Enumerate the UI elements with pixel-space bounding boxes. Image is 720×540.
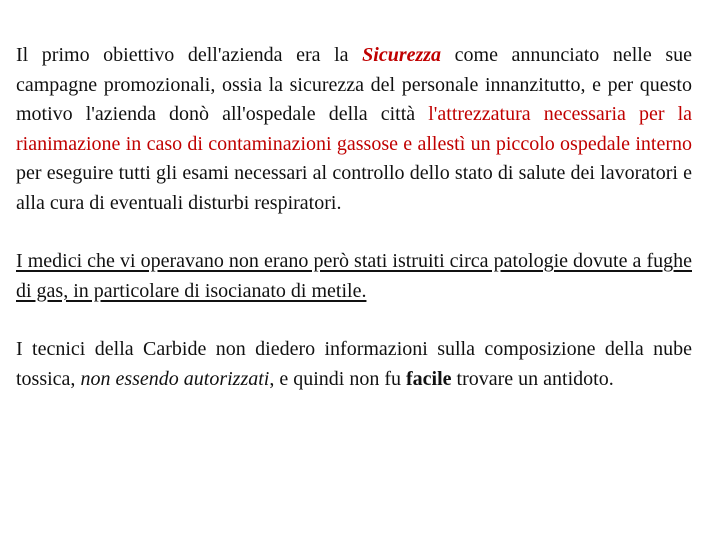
highlighted-equipment-text: l'attrezzatura necessaria per la rianimazione in caso di contaminazioni gassose e allestì un piccolo ospedale interno <box>16 103 692 155</box>
paragraph-doctors <box>16 247 692 306</box>
bold-facile: facile <box>406 367 452 390</box>
paragraph-1-text-start: Il primo obiettivo dell'azienda era la <box>16 44 363 66</box>
keyword-sicurezza: Sicurezza <box>362 44 442 66</box>
italic-not-authorized: non essendo autorizzati <box>80 367 270 390</box>
paragraph-1-text-middle: come annunciato nelle sue campagne promozionali, ossia la sicurezza del personale innanzitutto, e per questo motivo l'azienda donò all'ospedale della città <box>16 44 692 125</box>
paragraph-3-text-middle: , e quindi non fu <box>269 367 406 390</box>
underlined-doctors-text[interactable]: I medici che vi operavano non erano però stati istruiti circa patologie dovute a fughe di gas, in particolare di isocianato di metile. <box>16 250 692 302</box>
paragraph-1-text-end: per eseguire tutti gli esami necessari al controllo dello stato di salute dei lavoratori e alla cura di eventuali disturbi respiratori. <box>16 162 692 214</box>
slide-content <box>16 41 692 394</box>
paragraph-3-text-start: I tecnici della Carbide non diedero informazioni sulla composizione della nube tossica, <box>16 338 692 390</box>
paragraph-technicians <box>16 335 692 394</box>
paragraph-3-text-end: trovare un antidoto. <box>451 367 614 390</box>
paragraph-safety-goal <box>16 41 692 218</box>
